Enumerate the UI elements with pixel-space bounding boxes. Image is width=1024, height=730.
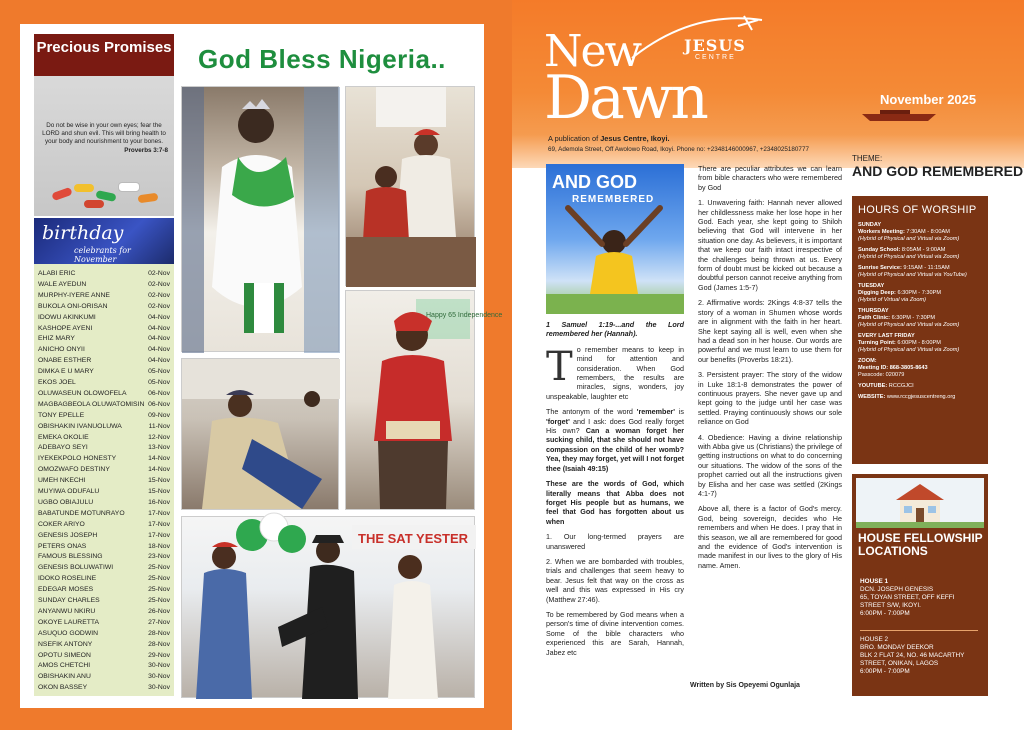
- p2-text-d: 'forget': [546, 416, 570, 426]
- precious-promises-title: Precious Promises: [34, 34, 174, 76]
- celebrant-date: 04-Nov: [148, 313, 170, 321]
- house-2-address-line1: BLK 2 FLAT 24, NO. 46 MACARTHY: [860, 652, 965, 659]
- birthday-subtitle: celebrants for November: [74, 246, 131, 264]
- p2-text-c: is: [674, 407, 684, 417]
- turning-label: Turning Point:: [858, 340, 896, 346]
- col2-paragraph-5: 4. Obedience: Having a divine relationship with Abba give us (Christians) the privilege of getting instructions on what to do concerning our situations. The widow of the sons of the prophet carried out all the instructions given by Elisha and her case was settled (2Kings 4:1-7): [698, 432, 842, 498]
- school-time: 8:05AM - 9:00AM: [900, 247, 946, 253]
- celebrant-date: 29-Nov: [148, 651, 170, 659]
- celebrant-name: TONY EPELLE: [38, 411, 85, 419]
- col2-paragraph-2: 1. Unwavering faith: Hannah never allowed her childlessness make her lose hope in her God. Each year, she kept going to Shiloh believing that God will intervene in her situation one day. As believers, it is important that we keep our faith intact irrespective of the challenges being thrown at us. Every form of doubt must be kicked out because a doubtful person cannot receive anything from God (James 1:5-7): [698, 198, 842, 292]
- house-divider: [860, 630, 978, 631]
- celebrant-date: 28-Nov: [148, 640, 170, 648]
- celebrant-date: 25-Nov: [148, 564, 170, 572]
- school-note: (Hybrid of Physical and Virtual via Zoom): [858, 254, 960, 260]
- article-paragraph-4: 1. Our long-termed prayers are unanswered: [546, 532, 684, 551]
- photo-woman-in-red-lace: [345, 290, 503, 510]
- house-fellowship-box: [852, 474, 988, 696]
- celebrant-name: EMEKA OKOLIE: [38, 433, 89, 441]
- birthday-row: [38, 682, 172, 694]
- website-block: [858, 394, 984, 401]
- house-1-time: 6:00PM - 7:00PM: [860, 610, 910, 617]
- celebrant-date: 25-Nov: [148, 597, 170, 604]
- celebrant-date: 23-Nov: [148, 553, 170, 561]
- celebrant-date: 14-Nov: [148, 466, 170, 474]
- digging-time: 6:30PM - 7:30PM: [895, 290, 942, 296]
- faith-time: 6:30PM - 7:30PM: [890, 315, 936, 321]
- birthday-title: birthday: [42, 222, 124, 244]
- issue-month: November 2025: [880, 92, 977, 107]
- pill-shape: [74, 184, 94, 192]
- celebrant-date: 15-Nov: [148, 488, 170, 495]
- sunrise-block: [858, 265, 984, 279]
- sunday-block: [858, 222, 984, 243]
- celebrant-name: EKOS JOEL: [38, 379, 76, 386]
- photo-girl-illustration: [182, 87, 340, 353]
- celebrant-date: 13-Nov: [148, 444, 170, 452]
- house-1-host: DCN. JOSEPH GENESIS: [860, 586, 934, 593]
- tuesday-heading: TUESDAY: [858, 283, 885, 289]
- celebrant-name: UMEH NKECHI: [38, 477, 86, 485]
- celebrant-name: AMOS CHETCHI: [38, 662, 91, 670]
- pill-shape: [51, 187, 73, 201]
- intro-text: o remember means to keep in mind for attention and consideration. When God remembers, the results are miracles, signs, wonders, joy unspeakable, laughter etc: [546, 344, 684, 401]
- celebrant-date: 26-Nov: [148, 607, 170, 615]
- celebrant-date: 05-Nov: [148, 368, 170, 376]
- hours-body: [858, 222, 984, 405]
- article-scripture: 1 Samuel 1:19-...and the Lord remembered her (Hannah).: [546, 320, 684, 339]
- house-2-host: BRO. MONDAY DEEKOR: [860, 644, 934, 651]
- youtube-label: YOUTUBE:: [858, 383, 888, 389]
- article-paragraph-3: These are the words of God, which literally means that Abba does not forget His people but as humans, we feel that God has forgotten about us when: [546, 479, 684, 526]
- birthday-header: [34, 218, 174, 264]
- zoom-block: [858, 358, 984, 379]
- celebrant-date: 05-Nov: [148, 379, 170, 386]
- celebrant-date: 06-Nov: [148, 389, 170, 397]
- celebrant-name: WALE AYEDUN: [38, 280, 87, 288]
- celebrant-name: MURPHY-IYERE ANNE: [38, 291, 110, 299]
- website-value: www.rccgjesuscentreng.org: [885, 394, 956, 400]
- celebrant-date: 30-Nov: [148, 662, 170, 670]
- hero-image: [546, 164, 684, 314]
- photo-group-celebration: [181, 516, 475, 698]
- article-intro: [546, 345, 684, 401]
- theme-title: AND GOD REMEMBERED: [852, 163, 1024, 179]
- article-author: Written by Sis Opeyemi Ogunlaja: [690, 682, 800, 689]
- celebrant-date: 16-Nov: [148, 498, 170, 506]
- celebrant-date: 04-Nov: [148, 324, 170, 332]
- faith-note: (Hybrid of Physical and Virtual via Zoom): [858, 322, 960, 328]
- hours-of-worship-box: [852, 196, 988, 464]
- right-page: [512, 0, 1024, 730]
- photo-girl-in-white-dress: [181, 86, 339, 352]
- celebrant-name: PETERS ONAS: [38, 542, 87, 550]
- hero-title-line1: AND GOD: [552, 172, 637, 192]
- thursday-heading: THURSDAY: [858, 308, 889, 314]
- celebrant-name: ADEBAYO SEYI: [38, 444, 88, 452]
- article-column-1: [546, 320, 684, 663]
- cake-caption: Happy 65 Independence: [426, 312, 503, 319]
- house-1: [860, 578, 984, 618]
- youtube-value: RCCGJCI: [887, 383, 914, 389]
- celebrant-date: 30-Nov: [148, 684, 170, 692]
- last-friday-block: [858, 333, 984, 354]
- verse-reference: Proverbs 3:7-8: [124, 147, 168, 154]
- pills-illustration: [48, 176, 164, 210]
- school-label: Sunday School:: [858, 247, 901, 253]
- pill-shape: [118, 182, 140, 192]
- celebrant-date: 02-Nov: [148, 280, 170, 288]
- lastfri-heading: EVERY LAST FRIDAY: [858, 333, 915, 339]
- celebrant-date: 14-Nov: [148, 455, 170, 463]
- precious-promises-verse: [40, 122, 168, 155]
- celebrant-name: FAMOUS BLESSING: [38, 553, 103, 561]
- celebrant-name: OBISHAKIN ANU: [38, 673, 91, 681]
- masthead-jesus: JESUS: [684, 36, 746, 55]
- sunday-school-block: [858, 247, 984, 261]
- celebrant-date: 04-Nov: [148, 335, 170, 343]
- article-paragraph-2: [546, 407, 684, 473]
- celebrant-date: 12-Nov: [148, 433, 170, 441]
- article-column-2: [698, 164, 842, 576]
- celebrant-date: 27-Nov: [148, 618, 170, 626]
- p2-text-e: and I ask: does God really forget His own?: [546, 416, 684, 436]
- celebrant-name: OLUWASEUN OLOWOFELA: [38, 389, 127, 397]
- celebrant-name: ASUQUO GODWIN: [38, 629, 99, 637]
- workers-time: 7:30AM - 8:00AM: [904, 229, 950, 235]
- verse-text: Do not be wise in your own eyes; fear the LORD and shun evil. This will bring health to your body and nourishment to your bones.: [42, 122, 166, 145]
- celebrant-name: MUYIWA ODUFALU: [38, 488, 100, 495]
- celebrant-name: OKON BASSEY: [38, 684, 88, 692]
- celebrant-date: 06-Nov: [148, 400, 170, 408]
- p2-text-f: Can a woman forget her sucking child, that she should not have compassion on the child of her womb? Yea, they may forget, yet will I not forget thee (Isaiah 49:15): [546, 426, 684, 473]
- p2-text-b: 'remember': [636, 407, 675, 417]
- house-1-address-line2: STREET S/W, IKOYI.: [860, 602, 921, 609]
- celebrant-name: OPOTU SIMEON: [38, 651, 91, 659]
- celebrant-date: 25-Nov: [148, 586, 170, 594]
- sunrise-time: 9:15AM - 11:15AM: [901, 265, 950, 271]
- turning-note: (Hybrid of Physical and Virtual via Zoom): [858, 347, 960, 353]
- tuesday-block: [858, 283, 984, 304]
- celebrant-name: ALABI ERIC: [38, 270, 76, 277]
- digging-label: Digging Deep:: [858, 290, 896, 296]
- publication-prefix: A publication of: [548, 134, 601, 143]
- celebrant-date: 09-Nov: [148, 411, 170, 419]
- workers-label: Workers Meeting:: [858, 229, 905, 235]
- masthead-word-new: New: [544, 26, 641, 77]
- p2-text-a: The antonym of the word: [546, 407, 637, 417]
- photo-elder-illustration: [182, 359, 340, 511]
- sunday-heading: SUNDAY: [858, 222, 882, 228]
- celebrant-date: 17-Nov: [148, 531, 170, 539]
- celebrant-name: DIMKA E U MARY: [38, 368, 94, 376]
- theme-label: THEME:: [852, 154, 883, 163]
- photo-elder-in-blue-wrapper: [181, 358, 339, 510]
- house-2: [860, 636, 984, 676]
- celebrant-date: 04-Nov: [148, 357, 170, 365]
- birthday-list: [34, 264, 174, 696]
- celebrant-name: KASHOPE AYENI: [38, 324, 93, 332]
- celebrant-name: NSEFIK ANTONY: [38, 640, 93, 648]
- god-bless-nigeria-headline: God Bless Nigeria..: [198, 44, 446, 74]
- drop-cap: T: [546, 343, 573, 390]
- publication-org: Jesus Centre, Ikoyi.: [600, 134, 670, 143]
- celebrant-name: BABATUNDE MOTUNRAYO: [38, 509, 125, 517]
- photo-ladies-in-red-gele: [345, 86, 475, 286]
- celebrant-name: OMOZWAFO DESTINY: [38, 466, 110, 474]
- celebrant-name: OBISHAKIN IVANUOLUWA: [38, 422, 122, 430]
- col2-paragraph-4: 3. Persistent prayer: The story of the widow in Luke 18:1-8 demonstrates the power of continuous prayers. She never gave up and kept going to the judge until her case was settled. Praying continuously shows our sole reliance on God: [698, 370, 842, 427]
- house-2-address-line2: STREET, ONIKAN, LAGOS: [860, 660, 939, 667]
- article-paragraph-5: 2. When we are bombarded with troubles, trials and challenges that seem heavy to bear. Jesus felt that way on the cross as well and this was expressed in His cry (Matthew 27:46).: [546, 556, 684, 604]
- photo-group-illustration: [182, 517, 476, 699]
- house-2-heading: HOUSE 2: [860, 636, 889, 643]
- masthead-centre: CENTRE: [695, 54, 736, 61]
- boat-icon: [860, 110, 938, 122]
- thursday-block: [858, 308, 984, 329]
- celebrant-date: 04-Nov: [148, 346, 170, 354]
- celebrant-name: GENESIS JOSEPH: [38, 531, 98, 539]
- hero-woman-illustration: [546, 164, 684, 314]
- house-image: [856, 478, 984, 528]
- digging-note: (Hybrid of Virtual via Zoom): [858, 297, 926, 303]
- col2-paragraph-3: 2. Affirmative words: 2Kings 4:8-37 tells the story of a woman in Shumen whose words are in alignment with the faith in her heart. She kept saying all is well, even when she had a dead son in her house. Our words are powerful and we must learn to use them for our benefits (Proverbs 18:21).: [698, 298, 842, 364]
- celebrant-name: ANICHO ONYII: [38, 346, 85, 354]
- pill-shape: [138, 193, 159, 204]
- celebrant-name: IYEKEKPOLO HONESTY: [38, 455, 117, 463]
- house-icon: [856, 478, 984, 528]
- celebrant-date: 11-Nov: [148, 422, 170, 430]
- celebrant-date: 28-Nov: [148, 629, 170, 637]
- hours-title: HOURS OF WORSHIP: [858, 204, 977, 216]
- photo-woman-illustration: [346, 291, 503, 511]
- celebrant-name: BUKOLA ONI-ORISAN: [38, 302, 108, 310]
- house-fellowship-title: HOUSE FELLOWSHIP LOCATIONS: [858, 531, 983, 558]
- website-label: WEBSITE:: [858, 394, 886, 400]
- celebrant-date: 02-Nov: [148, 302, 170, 310]
- sunrise-label: Sunrise Service:: [858, 265, 902, 271]
- faith-label: Faith Clinic:: [858, 315, 891, 321]
- sunrise-note: (Hybrid of Physical and Virtual via YouTube): [858, 272, 967, 278]
- celebrant-date: 15-Nov: [148, 477, 170, 485]
- celebrant-date: 02-Nov: [148, 291, 170, 299]
- celebrant-name: ONABE ESTHER: [38, 357, 92, 365]
- celebrant-name: UGBO OBIAJULU: [38, 498, 94, 506]
- zoom-passcode: Passcode: 020079: [858, 372, 905, 378]
- workers-note: (Hybrid of Physical and Virtual via Zoom): [858, 236, 960, 242]
- celebrant-date: 25-Nov: [148, 575, 170, 583]
- celebrant-name: MAGBAGBEOLA OLUWATOMISIN: [38, 400, 145, 408]
- celebrant-date: 17-Nov: [148, 520, 170, 528]
- celebrant-name: IDOWU AKINKUMI: [38, 313, 96, 321]
- house-1-heading: HOUSE 1: [860, 578, 889, 585]
- celebrant-name: GENESIS BOLUWATIWI: [38, 564, 114, 572]
- zoom-meeting-id: Meeting ID: 868-3805-8643: [858, 365, 928, 371]
- celebrant-date: 30-Nov: [148, 673, 170, 681]
- celebrant-name: ANYANWU NKIRU: [38, 607, 96, 615]
- publication-line: [548, 134, 670, 143]
- hero-title-line2: REMEMBERED: [572, 194, 655, 205]
- event-banner-text: THE SAT YESTER: [358, 531, 469, 546]
- house-2-time: 6:00PM - 7:00PM: [860, 668, 910, 675]
- photo-ladies-illustration: [346, 87, 476, 287]
- youtube-block: [858, 383, 984, 390]
- house-1-address-line1: 65, TOYAN STREET, OFF KEFFI: [860, 594, 955, 601]
- pill-shape: [84, 200, 104, 208]
- celebrant-name: IDOKO ROSELINE: [38, 575, 97, 583]
- celebrant-date: 02-Nov: [148, 270, 170, 277]
- col2-paragraph-6: Above all, there is a factor of God's mercy. God, being sovereign, decides who He remembers and when He does. I pray that in this season, we all are remembered for good and the evidence of God's intervention is made manifest in our lives to the glory of His name. Amen.: [698, 504, 842, 570]
- celebrant-name: OKOYE LAURETTA: [38, 618, 100, 626]
- celebrant-name: EHIZ MARY: [38, 335, 75, 343]
- article-paragraph-6: To be remembered by God means when a person's time of divine intervention comes. Some of the bible characters who experienced this are Sarah, Hannah, Jabez etc: [546, 609, 684, 657]
- celebrant-date: 18-Nov: [148, 542, 170, 550]
- celebrant-name: SUNDAY CHARLES: [38, 597, 100, 604]
- col2-paragraph-1: There are peculiar attributes we can learn from bible characters who were remembered by God: [698, 164, 842, 192]
- masthead-word-dawn: Dawn: [544, 63, 706, 133]
- celebrant-name: EDEGAR MOSES: [38, 586, 94, 594]
- church-address: 69, Ademola Street, Off Awolowo Road, Ikoyi. Phone no: +2348146000967, +2348025180777: [548, 146, 809, 153]
- zoom-heading: ZOOM:: [858, 358, 877, 364]
- turning-time: 6:00PM - 8:00PM: [895, 340, 941, 346]
- celebrant-date: 17-Nov: [148, 509, 170, 517]
- celebrant-name: COKER ARIYO: [38, 520, 85, 528]
